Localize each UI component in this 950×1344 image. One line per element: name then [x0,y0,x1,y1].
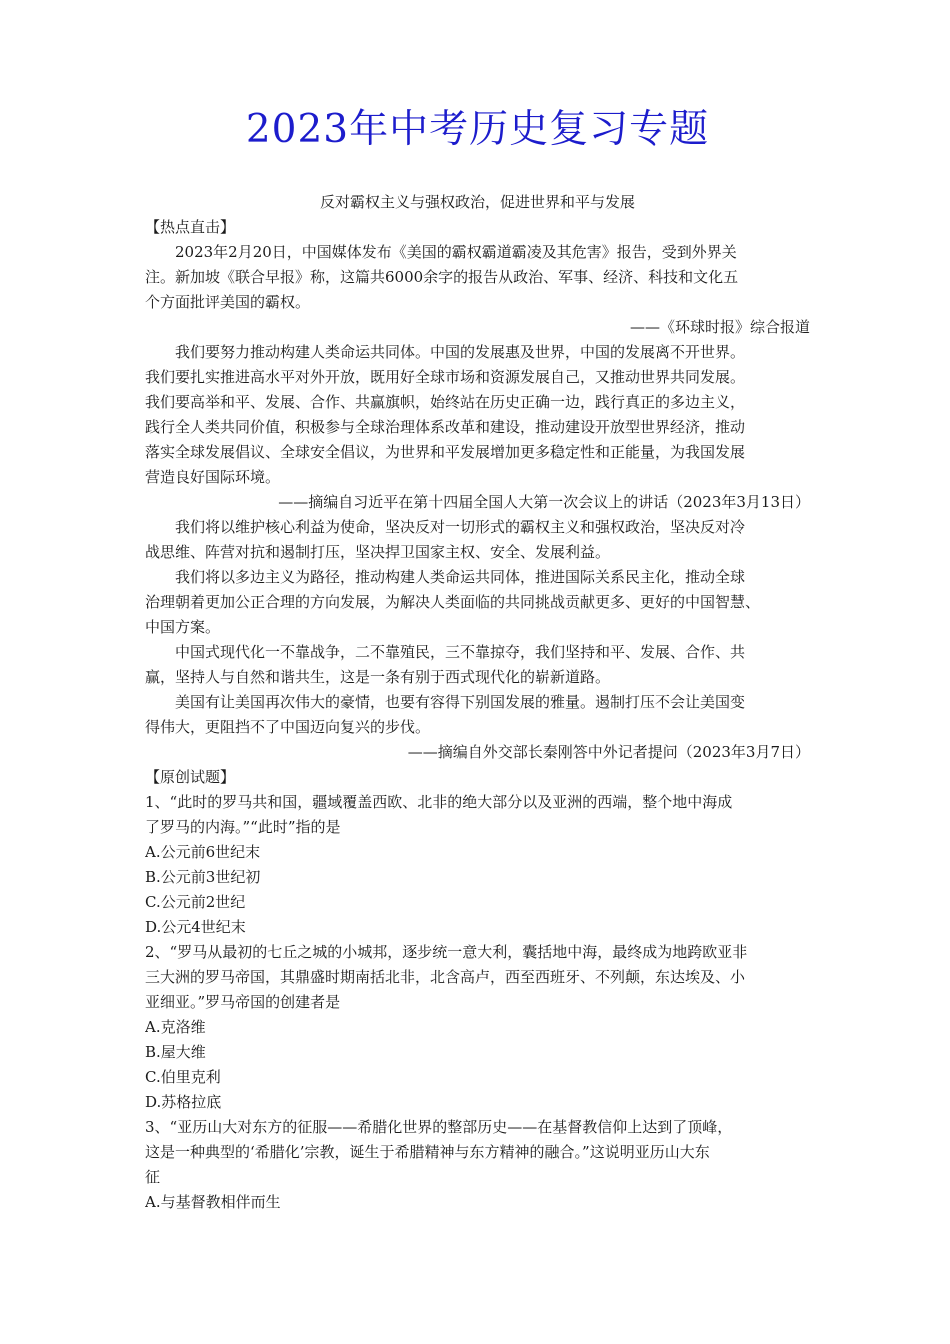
source-line: ——《环球时报》综合报道 [629,318,810,336]
question-stem: 这是一种典型的‘希腊化’宗教，诞生于希腊精神与东方精神的融合。”这说明亚历山大东 [145,1143,710,1161]
question-option: B.屋大维 [145,1043,206,1061]
paragraph-line: 我们要扎实推进高水平对外开放，既用好全球市场和资源发展自己，又推动世界共同发展。 [145,368,746,386]
question-stem: 亚细亚。”罗马帝国的创建者是 [145,993,341,1011]
paragraph-line: 美国有让美国再次伟大的豪情，也要有容得下别国发展的雅量。遏制打压不会让美国变 [175,693,746,711]
question-option: D.苏格拉底 [145,1093,222,1111]
original-questions-heading: 【原创试题】 [145,768,236,786]
paragraph-line: 我们要努力推动构建人类命运共同体。中国的发展惠及世界，中国的发展离不开世界。 [175,343,746,361]
source-line: ——摘编自习近平在第十四届全国人大第一次会议上的讲话（2023年3月13日） [278,493,810,511]
question-option: B.公元前3世纪初 [145,868,261,886]
paragraph-line: 2023年2月20日，中国媒体发布《美国的霸权霸道霸凌及其危害》报告，受到外界关 [175,243,737,261]
paragraph-line: 落实全球发展倡议、全球安全倡议，为世界和平发展增加更多稳定性和正能量，为我国发展 [145,443,746,461]
question-stem: 了罗马的内海。”“此时”指的是 [145,818,341,836]
paragraph-line: 营造良好国际环境。 [145,468,281,486]
paragraph-line: 中国式现代化一不靠战争，二不靠殖民，三不靠掠夺，我们坚持和平、发展、合作、共 [175,643,746,661]
paragraph-line: 我们将以维护核心利益为使命，坚决反对一切形式的霸权主义和强权政治，坚决反对冷 [175,518,746,536]
paragraph-line: 注。新加坡《联合早报》称，这篇共6000余字的报告从政治、军事、经济、科技和文化五 [145,268,739,286]
paragraph-line: 我们要高举和平、发展、合作、共赢旗帜，始终站在历史正确一边，践行真正的多边主义， [145,393,746,411]
page-title: 2023年中考历史复习专题 [245,107,710,152]
question-option: C.伯里克利 [145,1068,221,1086]
paragraph-line: 个方面批评美国的霸权。 [145,293,311,311]
subtitle: 反对霸权主义与强权政治，促进世界和平与发展 [319,193,635,211]
question-option: A.与基督教相伴而生 [145,1193,281,1211]
question-option: A.克洛维 [145,1018,206,1036]
question-option: C.公元前2世纪 [145,893,246,911]
question-option: D.公元4世纪末 [145,918,246,936]
hot-heading: 【热点直击】 [145,218,236,236]
paragraph-line: 我们将以多边主义为路径，推动构建人类命运共同体，推进国际关系民主化，推动全球 [175,568,746,586]
paragraph-line: 赢，坚持人与自然和谐共生，这是一条有别于西式现代化的崭新道路。 [145,668,611,686]
question-stem: 征 [145,1168,161,1186]
question-stem: 1、“此时的罗马共和国，疆域覆盖西欧、北非的绝大部分以及亚洲的西端，整个地中海成 [145,793,733,811]
paragraph-line: 中国方案。 [145,618,221,636]
question-stem: 3、“亚历山大对东方的征服——希腊化世界的整部历史——在基督教信仰上达到了顶峰， [145,1118,733,1136]
paragraph-line: 治理朝着更加公正合理的方向发展，为解决人类面临的共同挑战贡献更多、更好的中国智慧、 [145,593,761,611]
document-body [145,190,810,1215]
source-line: ——摘编自外交部长秦刚答中外记者提问（2023年3月7日） [407,743,810,761]
question-option: A.公元前6世纪末 [145,843,261,861]
question-stem: 2、“罗马从最初的七丘之城的小城邦，逐步统一意大利，囊括地中海，最终成为地跨欧亚非 [145,943,748,961]
question-stem: 三大洲的罗马帝国，其鼎盛时期南括北非，北含高卢，西至西班牙、不列颠，东达埃及、小 [145,968,746,986]
paragraph-line: 战思维、阵营对抗和遏制打压，坚决捍卫国家主权、安全、发展利益。 [145,543,611,561]
paragraph-line: 得伟大，更阻挡不了中国迈向复兴的步伐。 [145,718,431,736]
paragraph-line: 践行全人类共同价值，积极参与全球治理体系改革和建设，推动建设开放型世界经济，推动 [145,418,746,436]
